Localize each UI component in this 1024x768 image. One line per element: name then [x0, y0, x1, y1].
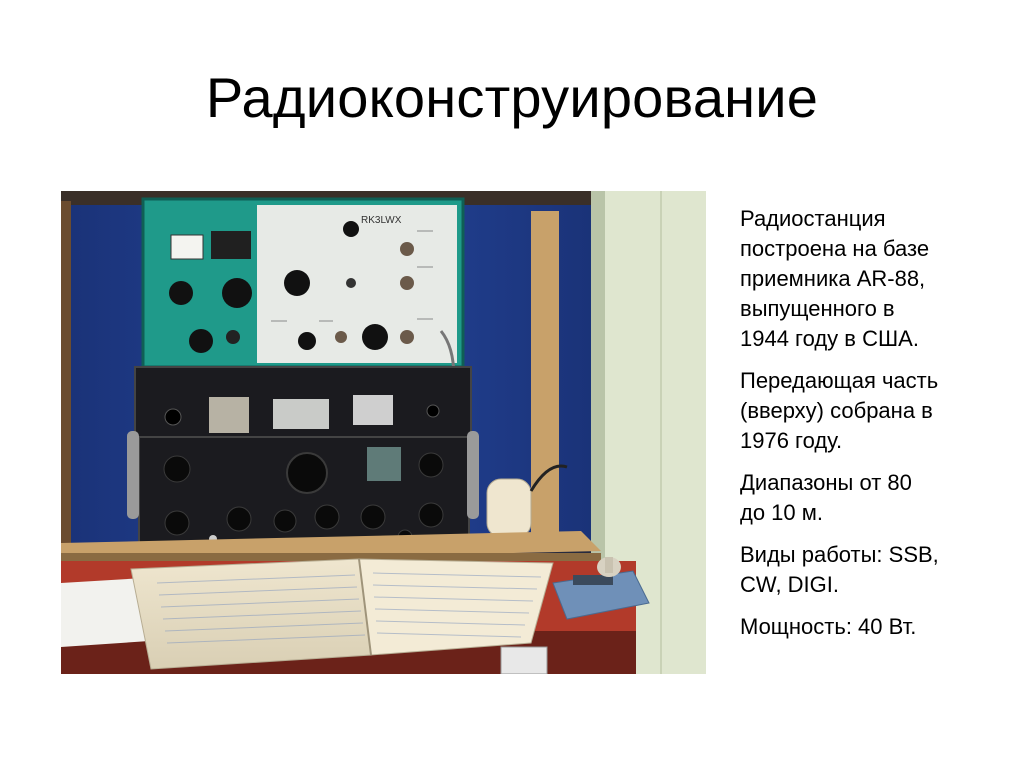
caption-line: Диапазоны от 80	[740, 470, 912, 495]
caption-line: Мощность: 40 Вт.	[740, 614, 917, 639]
caption-paragraph	[740, 540, 1010, 600]
caption-text	[740, 204, 1010, 654]
radio-station-photo	[61, 191, 706, 674]
caption-line: приемника AR-88,	[740, 266, 926, 291]
caption-line: 1944 году в США.	[740, 326, 919, 351]
caption-line: до 10 м.	[740, 500, 824, 525]
caption-line: 1976 году.	[740, 428, 843, 453]
caption-paragraph	[740, 468, 1010, 528]
caption-line: Виды работы: SSB,	[740, 542, 939, 567]
panel-callsign: RK3LWX	[361, 215, 402, 226]
slide-title: Радиоконструирование	[205, 66, 819, 129]
caption-paragraph	[740, 612, 1010, 642]
caption-paragraph	[740, 204, 1010, 354]
caption-paragraph	[740, 366, 1010, 456]
caption-line: выпущенного в	[740, 296, 895, 321]
caption-line: CW, DIGI.	[740, 572, 839, 597]
caption-line: (вверху) собрана в	[740, 398, 933, 423]
caption-line: Передающая часть	[740, 368, 939, 393]
caption-line: построена на базе	[740, 236, 930, 261]
caption-line: Радиостанция	[740, 206, 886, 231]
